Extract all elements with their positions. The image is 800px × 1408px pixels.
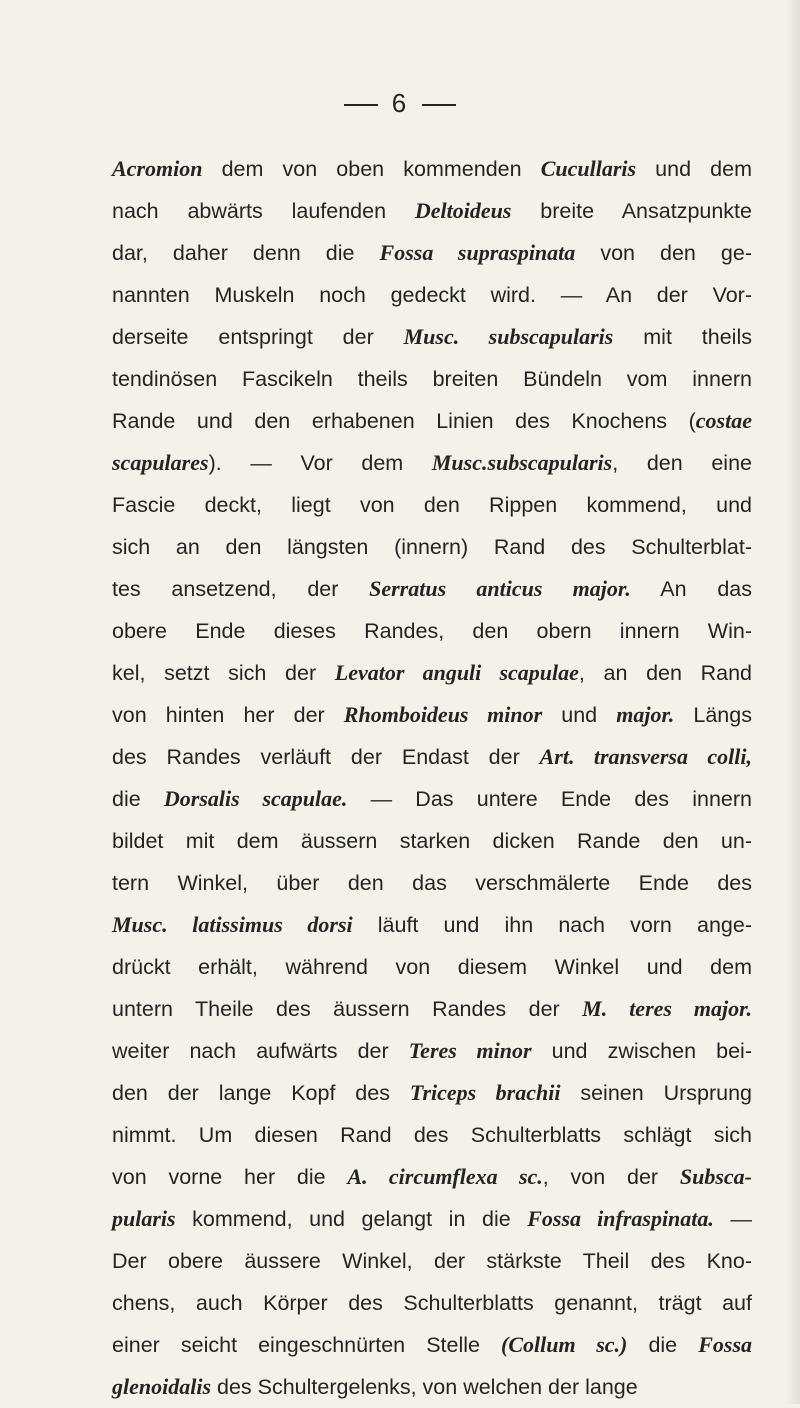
right-dash	[422, 104, 456, 106]
text-run: nimmt. Um diesen Rand des Schulterblatts schlägt sich	[112, 1123, 752, 1147]
text-run: —	[713, 1207, 752, 1231]
text-run: von hinten her der	[112, 703, 344, 727]
text-line	[112, 1072, 752, 1114]
body-text	[112, 148, 752, 1408]
text-run: obere Ende dieses Randes, den obern innern Win-	[112, 619, 752, 643]
text-run: die	[627, 1333, 699, 1357]
text-run: seinen Ursprung	[560, 1081, 752, 1105]
italic-term: pularis	[112, 1206, 176, 1231]
italic-term: Teres minor	[408, 1038, 532, 1063]
italic-term: major.	[616, 702, 675, 727]
text-run: des Randes verläuft der Endast der	[112, 745, 540, 769]
text-run: , an den Rand	[578, 661, 752, 685]
text-run: tern Winkel, über den das verschmälerte Ende des	[112, 871, 752, 895]
text-line	[112, 568, 752, 610]
text-line	[112, 232, 752, 274]
text-run: und	[542, 703, 617, 727]
text-run: nach abwärts laufenden	[112, 199, 415, 223]
text-line	[112, 610, 752, 652]
text-line	[112, 652, 752, 694]
text-run: Rande und den erhabenen Linien des Knochens (	[112, 409, 696, 433]
text-line	[112, 316, 752, 358]
text-run: ). — Vor dem	[208, 451, 432, 475]
text-line	[112, 820, 752, 862]
italic-term: (Collum sc.)	[501, 1332, 628, 1357]
text-run: bildet mit dem äussern starken dicken Rande den un-	[112, 829, 752, 853]
italic-term: M. teres major.	[582, 996, 752, 1021]
italic-term: Dorsalis scapulae.	[163, 786, 348, 811]
text-line	[112, 946, 752, 988]
text-line	[112, 526, 752, 568]
text-run: von vorne her die	[112, 1165, 348, 1189]
text-run: untern Theile des äussern Randes der	[112, 997, 583, 1021]
text-line	[112, 190, 752, 232]
page-number-value: 6	[391, 88, 409, 118]
text-run: dar, daher denn die	[112, 241, 380, 265]
text-run: Fascie deckt, liegt von den Rippen kommend, und	[112, 493, 752, 517]
italic-term: scapulares	[112, 450, 209, 475]
text-line	[112, 988, 752, 1030]
italic-term: Musc. latissimus dorsi	[112, 912, 353, 937]
text-run: einer seicht eingeschnürten Stelle	[112, 1333, 502, 1357]
italic-term: Serratus anticus major.	[369, 576, 631, 601]
text-line	[112, 1366, 752, 1408]
text-line	[112, 904, 752, 946]
italic-term: Triceps brachii	[409, 1080, 561, 1105]
italic-term: Musc. subscapularis	[403, 324, 614, 349]
text-run: chens, auch Körper des Schulterblatts genannt, trägt auf	[112, 1291, 752, 1315]
italic-term: Musc.subscapularis	[431, 450, 613, 475]
text-line	[112, 358, 752, 400]
italic-term: A. circumflexa sc.	[347, 1164, 543, 1189]
text-run: Der obere äussere Winkel, der stärkste Theil des Kno-	[112, 1249, 752, 1273]
text-run: und dem	[636, 157, 752, 181]
italic-term: Rhomboideus minor	[343, 702, 543, 727]
text-line	[112, 484, 752, 526]
text-line	[112, 1198, 752, 1240]
text-line	[112, 694, 752, 736]
text-run: sich an den längsten (innern) Rand des Schulterblat-	[112, 535, 752, 559]
text-line	[112, 400, 752, 442]
italic-term: Levator anguli scapulae	[334, 660, 579, 685]
text-run: breite Ansatzpunkte	[511, 199, 752, 223]
text-run: — Das untere Ende des innern	[347, 787, 752, 811]
italic-term: Fossa infraspinata.	[527, 1206, 714, 1231]
text-line	[112, 148, 752, 190]
text-run: , den eine	[612, 451, 752, 475]
text-run: die	[112, 787, 164, 811]
text-line	[112, 1240, 752, 1282]
text-line	[112, 1156, 752, 1198]
text-line	[112, 1324, 752, 1366]
text-line	[112, 1030, 752, 1072]
text-run: läuft und ihn nach vorn ange-	[352, 913, 752, 937]
text-run: des Schultergelenks, von welchen der lange	[211, 1375, 638, 1399]
text-line	[112, 1282, 752, 1324]
text-line	[112, 778, 752, 820]
text-line	[112, 862, 752, 904]
italic-term: Art. transversa colli,	[539, 744, 753, 769]
text-run: weiter nach aufwärts der	[112, 1039, 409, 1063]
page-number	[0, 88, 800, 119]
italic-term: Fossa supraspinata	[379, 240, 576, 265]
text-run: An das	[630, 577, 752, 601]
text-run: den der lange Kopf des	[112, 1081, 410, 1105]
text-run: von den ge-	[575, 241, 753, 265]
text-run: mit theils	[613, 325, 752, 349]
text-run: dem von oben kommenden	[202, 157, 541, 181]
italic-term: Cucullaris	[540, 156, 637, 181]
text-line	[112, 274, 752, 316]
text-run: tes ansetzend, der	[112, 577, 370, 601]
italic-term: costae	[695, 408, 752, 433]
text-run: , von der	[542, 1165, 680, 1189]
italic-term: Acromion	[112, 156, 203, 181]
text-run: kommend, und gelangt in die	[175, 1207, 528, 1231]
text-run: nannten Muskeln noch gedeckt wird. — An der Vor-	[112, 283, 752, 307]
italic-term: Deltoideus	[414, 198, 512, 223]
text-line	[112, 442, 752, 484]
text-line	[112, 1114, 752, 1156]
text-run: kel, setzt sich der	[112, 661, 335, 685]
text-line	[112, 736, 752, 778]
italic-term: glenoidalis	[112, 1374, 212, 1399]
text-run: derseite entspringt der	[112, 325, 404, 349]
page-edge-shadow	[786, 0, 800, 1404]
italic-term: Subsca-	[679, 1164, 752, 1189]
text-run: und zwischen bei-	[531, 1039, 752, 1063]
italic-term: Fossa	[698, 1332, 752, 1357]
text-run: Längs	[674, 703, 752, 727]
text-run: drückt erhält, während von diesem Winkel und dem	[112, 955, 752, 979]
text-run: tendinösen Fascikeln theils breiten Bündeln vom innern	[112, 367, 752, 391]
left-dash	[344, 104, 378, 106]
